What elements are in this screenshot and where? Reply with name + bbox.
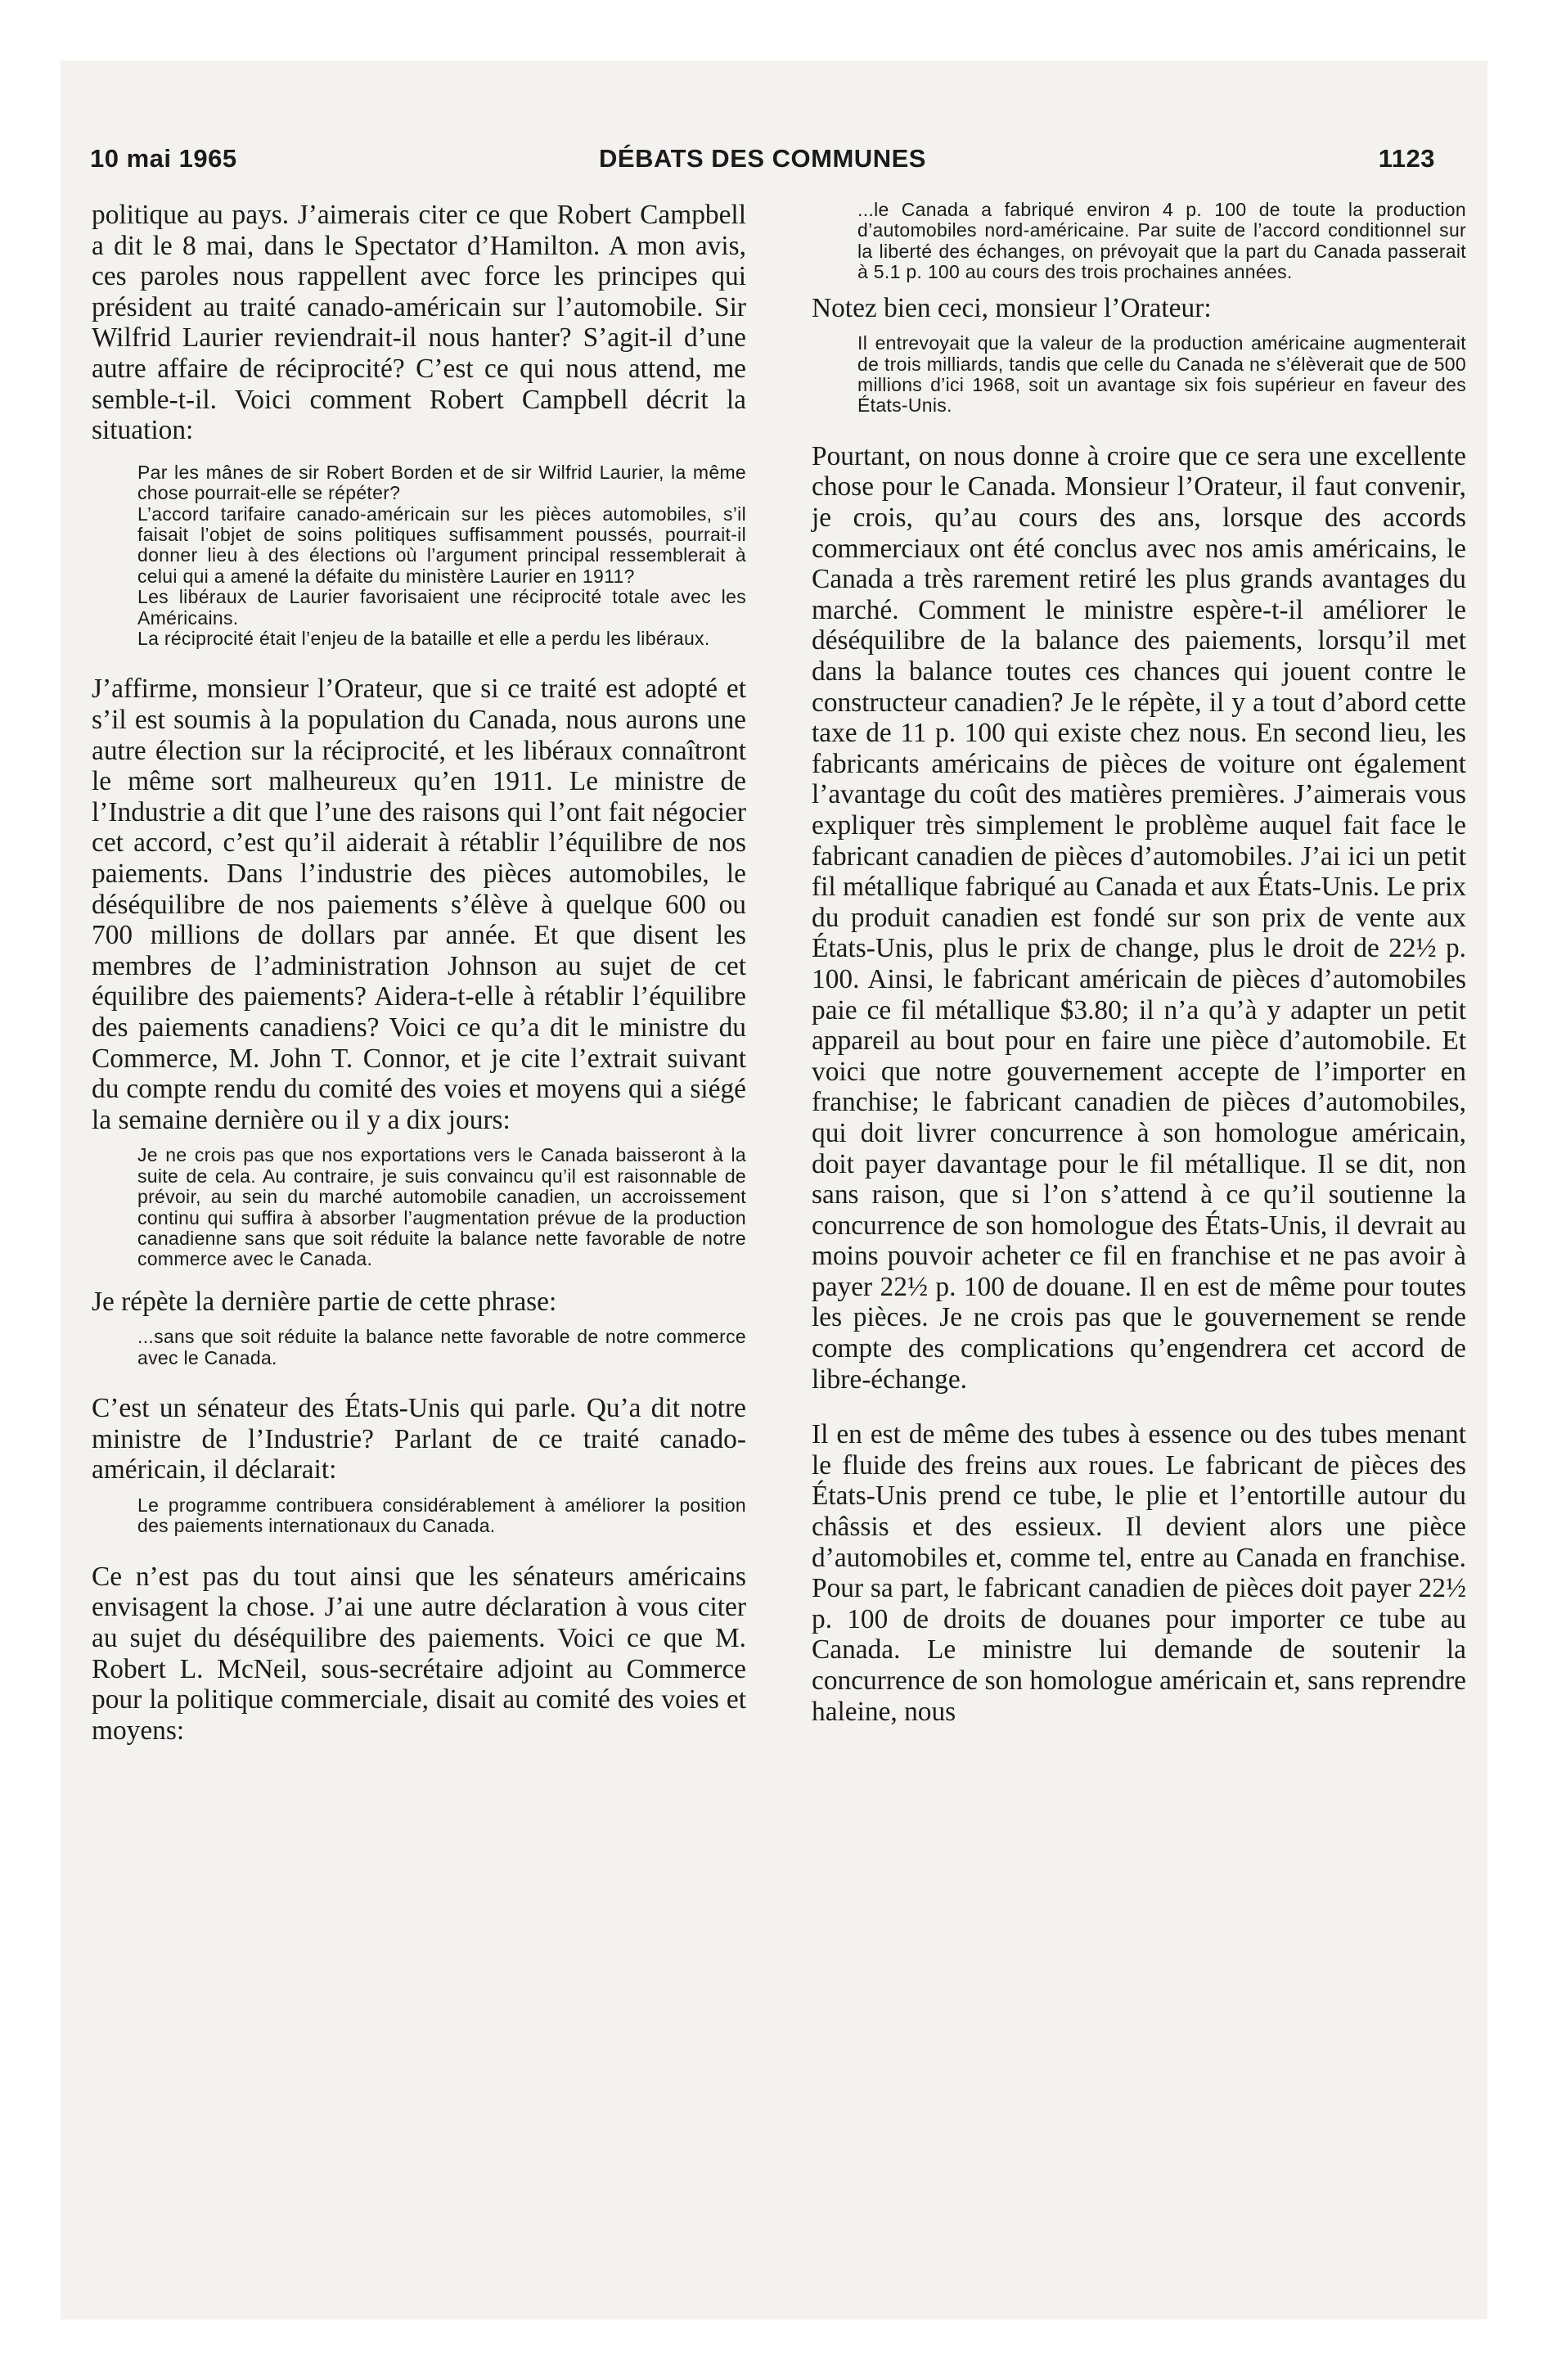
quotation: Le programme contribuera considérablement à améliorer la position des paiements internationaux du Canada. bbox=[137, 1494, 746, 1537]
quotation: ...sans que soit réduite la balance nette favorable de notre commerce avec le Canada. bbox=[137, 1326, 746, 1368]
paragraph: Ce n’est pas du tout ainsi que les sénateurs américains envisagent la chose. J’ai une autre déclaration à vous citer au sujet du déséquilibre des paiements. Voici ce que M. Robert L. McNeil, sous-secrétaire adjoint au Commerce pour la politique commerciale, disait au comité des voies et moyens: bbox=[92, 1561, 746, 1746]
quotation: Les libéraux de Laurier favorisaient une réciprocité totale avec les Américains. bbox=[137, 586, 746, 629]
paragraph: Pourtant, on nous donne à croire que ce sera une excellente chose pour le Canada. Monsieur l’Orateur, il faut convenir, je crois, qu’au cours des ans, lorsque des accords commerciaux ont été conclus avec nos amis américains, le Canada a très rarement retiré les plus grands avantages du marché. Comment le ministre espère-t-il améliorer le déséquilibre de la balance des paiements, lorsqu’il met dans la balance toutes ces chances qui jouent contre le constructeur canadien? Je le répète, il y a tout d’abord cette taxe de 11 p. 100 qui existe chez nous. En second lieu, les fabricants américains de pièces de voiture ont également l’avantage du coût des matières premières. J’aimerais vous expliquer très simplement le problème auquel fait face le fabricant canadien de pièces d’automobiles. J’ai ici un petit fil métallique fabriqué au Canada et aux États-Unis. Le prix du produit canadien est fondé sur son prix de vente aux États-Unis, plus le prix de change, plus le droit de 22½ p. 100. Ainsi, le fabricant américain de pièces d’automobiles paie ce fil métallique $3.80; il n’a qu’à y adapter un petit appareil au bout pour en faire une pièce d’automobile. Et voici que notre gouvernement accepte de l’importer en franchise; le fabricant canadien de pièces d’automobiles, qui doit livrer concurrence à son homologue américain, doit payer davantage pour le fil métallique. Il se dit, non sans raison, que si l’on s’attend à ce qu’il soutienne la concurrence de son homologue des États-Unis, il devrait au moins pouvoir acheter ce fil en franchise et ne pas avoir à payer 22½ p. 100 de douane. Il en est de même pour toutes les pièces. Je ne crois pas que le gouvernement se rende compte des complications qu’engendrera cet accord de libre-échange. bbox=[812, 440, 1466, 1395]
quotation: Par les mânes de sir Robert Borden et de sir Wilfrid Laurier, la même chose pourrait-elle se répéter? bbox=[137, 461, 746, 504]
header-page-number: 1123 bbox=[1378, 144, 1435, 173]
header-date: 10 mai 1965 bbox=[90, 144, 237, 173]
paragraph: politique au pays. J’aimerais citer ce que Robert Campbell a dit le 8 mai, dans le Spectator d’Hamilton. A mon avis, ces paroles nous rappellent avec force les principes qui président au traité canado-américain sur l’automobile. Sir Wilfrid Laurier reviendrait-il nous hanter? S’agit-il d’une autre affaire de réciprocité? C’est ce qui nous attend, me semble-t-il. Voici comment Robert Campbell décrit la situation: bbox=[92, 200, 746, 446]
paragraph: Je répète la dernière partie de cette phrase: bbox=[92, 1286, 557, 1317]
right-column bbox=[812, 200, 1466, 1727]
paragraph: C’est un sénateur des États-Unis qui parle. Qu’a dit notre ministre de l’Industrie? Parlant de ce traité canado-américain, il déclarait: bbox=[92, 1393, 746, 1485]
paragraph: J’affirme, monsieur l’Orateur, que si ce traité est adopté et s’il est soumis à la population du Canada, nous aurons une autre élection sur la réciprocité, et les libéraux connaîtront le même sort malheureux qu’en 1911. Le ministre de l’Industrie a dit que l’une des raisons qui l’ont fait négocier cet accord, c’est qu’il aiderait à rétablir l’équilibre de nos paiements. Dans l’industrie des pièces automobiles, le déséquilibre de nos paiements s’élève à quelque 600 ou 700 millions de dollars par année. Et que disent les membres de l’administration Johnson au sujet de cet équilibre des paiements? Aidera-t-elle à rétablir l’équilibre des paiements canadiens? Voici ce qu’a dit le ministre du Commerce, M. John T. Connor, et je cite l’extrait suivant du compte rendu du comité des voies et moyens qui a siégé la semaine dernière ou il y a dix jours: bbox=[92, 674, 746, 1135]
quotation: La réciprocité était l’enjeu de la bataille et elle a perdu les libéraux. bbox=[137, 628, 710, 649]
quotation: L’accord tarifaire canado-américain sur les pièces automobiles, s’il faisait l’objet de soins politiques suffisamment poussés, pourrait-il donner lieu à des élections où l’argument principal ressemblerait à celui qui a amené la défaite du ministère Laurier en 1911? bbox=[137, 503, 746, 587]
quotation: ...le Canada a fabriqué environ 4 p. 100 de toute la production d’automobiles nord-américaine. Par suite de l’accord conditionnel sur la liberté des échanges, on prévoyait que la part du Canada passerait à 5.1 p. 100 au cours des trois prochaines années. bbox=[857, 199, 1466, 283]
left-column bbox=[92, 200, 746, 1746]
quotation: Je ne crois pas que nos exportations vers le Canada baisseront à la suite de cela. Au contraire, je suis convaincu qu’il est raisonnable de prévoir, au sein du marché automobile canadien, un accroissement continu qui suffira à absorber l’augmentation prévue de la production canadienne sans que soit réduite la balance nette favorable de notre commerce avec le Canada. bbox=[137, 1144, 746, 1270]
page-header bbox=[90, 144, 1435, 185]
paragraph: Notez bien ceci, monsieur l’Orateur: bbox=[812, 292, 1212, 323]
quotation: Il entrevoyait que la valeur de la production américaine augmenterait de trois milliards, tandis que celle du Canada ne s’élèverait que de 500 millions d’ici 1968, soit un avantage six fois supérieur en faveur des États-Unis. bbox=[857, 332, 1466, 417]
paragraph: Il en est de même des tubes à essence ou des tubes menant le fluide des freins aux roues. Le fabricant de pièces des États-Unis prend ce tube, le plie et l’entortille autour du châssis et des essieux. Il devient alors une pièce d’automobiles et, comme tel, entre au Canada en franchise. Pour sa part, le fabricant canadien de pièces doit payer 22½ p. 100 de droits de douanes pour importer ce tube au Canada. Le ministre lui demande de soutenir la concurrence de son homologue américain et, sans reprendre haleine, nous bbox=[812, 1419, 1466, 1727]
header-title: DÉBATS DES COMMUNES bbox=[599, 144, 926, 173]
